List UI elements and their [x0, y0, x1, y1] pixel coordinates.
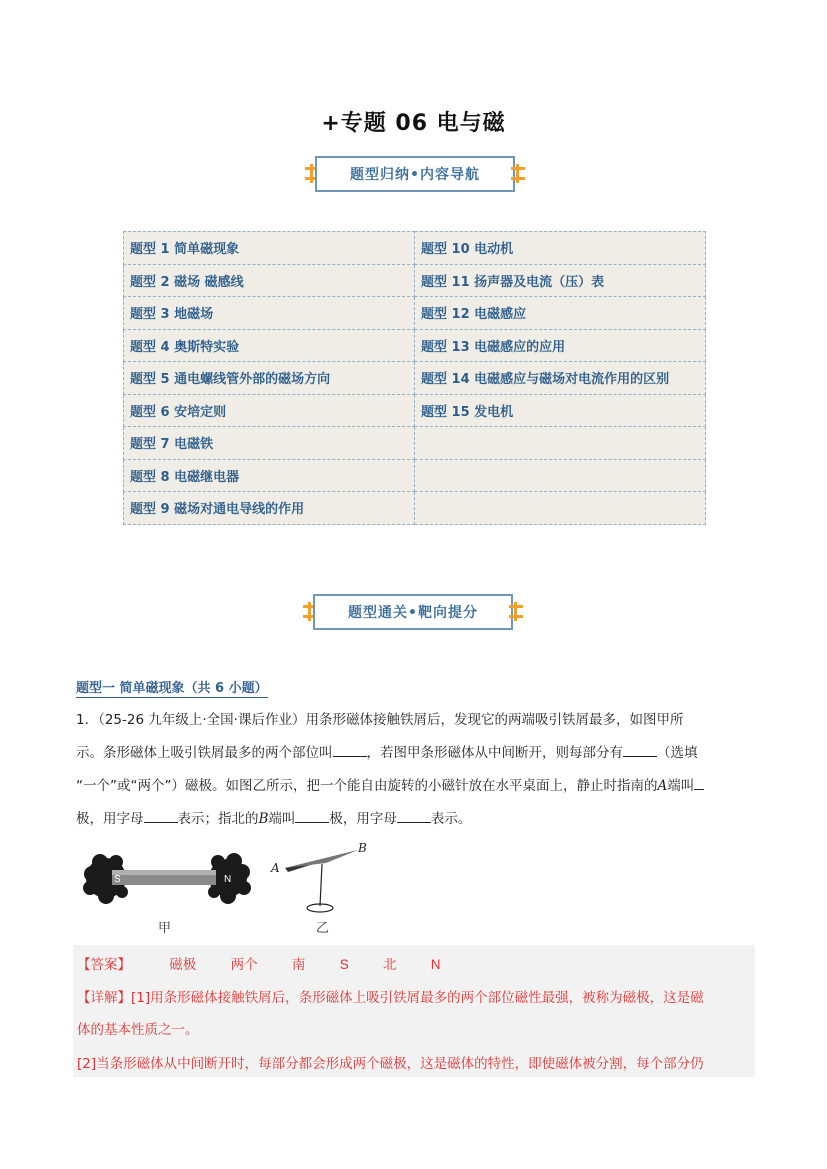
banner-right-ornament [511, 167, 525, 180]
question-line-1: 1．（25-26 九年级上·全国·课后作业）用条形磁体接触铁屑后，发现它的两端吸引铁屑最多，如图甲所 [76, 712, 684, 728]
toc-item[interactable] [415, 427, 706, 460]
toc-row [124, 329, 706, 362]
nav-banner [305, 156, 525, 192]
toc-row [124, 362, 706, 395]
practice-banner [303, 594, 523, 630]
toc-item[interactable]: 题型 11 扬声器及电流（压）表 [415, 264, 706, 297]
toc-item[interactable]: 题型 6 安培定则 [124, 394, 415, 427]
toc-item[interactable]: 题型 4 奥斯特实验 [124, 329, 415, 362]
answer-line [77, 953, 471, 973]
needle-label-a: A [271, 861, 280, 875]
toc-table [123, 231, 706, 525]
question-line-4: 极，用字母 表示；指北的B端叫 极，用字母 表示。 [76, 811, 472, 827]
answer-value: 南 [291, 957, 306, 973]
toc-item[interactable]: 题型 15 发电机 [415, 394, 706, 427]
toc-item[interactable] [415, 459, 706, 492]
magnet-n-label: N [224, 874, 232, 885]
figure-bar-magnet [78, 848, 258, 938]
figure-label-yi: 乙 [316, 921, 330, 936]
nav-banner-label: 题型归纳•内容导航 [315, 156, 515, 192]
toc-row [124, 394, 706, 427]
practice-banner-label: 题型通关•靶向提分 [313, 594, 513, 630]
answer-tag: 【答案】 [77, 957, 131, 973]
toc-row [124, 459, 706, 492]
needle-label-b: B [358, 841, 367, 855]
detail-line-3: [2]当条形磁体从中间断开时，每部分都会形成两个磁极，这是磁体的特性，即使磁体被分割，每个部分仍 [77, 1056, 704, 1072]
toc-row [124, 492, 706, 525]
figure-compass-needle [270, 838, 380, 938]
answer-value: 两个 [230, 957, 258, 973]
banner-right-ornament [509, 605, 523, 618]
detail-line-2: 体的基本性质之一。 [77, 1022, 199, 1038]
toc-item[interactable]: 题型 12 电磁感应 [415, 297, 706, 330]
answer-value: 磁极 [169, 957, 197, 973]
answer-value: N [430, 957, 441, 972]
toc-item[interactable]: 题型 7 电磁铁 [124, 427, 415, 460]
answer-blank [694, 777, 704, 790]
toc-row [124, 232, 706, 265]
toc-row [124, 297, 706, 330]
toc-item[interactable]: 题型 8 电磁继电器 [124, 459, 415, 492]
toc-item[interactable]: 题型 10 电动机 [415, 232, 706, 265]
section-heading: 题型一 简单磁现象（共 6 小题） [76, 677, 268, 698]
answer-blank [623, 744, 657, 757]
toc-item[interactable]: 题型 13 电磁感应的应用 [415, 329, 706, 362]
answer-value: S [339, 957, 349, 972]
question-line-3: “一个”或“两个”）磁极。如图乙所示，把一个能自由旋转的小磁针放在水平桌面上，静止时指南的A端叫 [76, 774, 756, 794]
answer-value: 北 [383, 957, 397, 973]
answer-blank [397, 810, 431, 823]
toc-item[interactable]: 题型 9 磁场对通电导线的作用 [124, 492, 415, 525]
figure-label-jia: 甲 [158, 921, 172, 936]
magnet-s-label: S [114, 874, 121, 885]
answer-blank [295, 810, 329, 823]
answer-blank [333, 744, 367, 757]
page-title: +专题 06 电与磁 [321, 111, 506, 136]
answer-panel [73, 945, 755, 1077]
toc-item[interactable]: 题型 14 电磁感应与磁场对电流作用的区别 [415, 362, 706, 395]
answer-blank [144, 810, 178, 823]
toc-item[interactable]: 题型 1 简单磁现象 [124, 232, 415, 265]
toc-item[interactable]: 题型 2 磁场 磁感线 [124, 264, 415, 297]
toc-item[interactable]: 题型 3 地磁场 [124, 297, 415, 330]
detail-line-1: 【详解】[1]用条形磁体接触铁屑后，条形磁体上吸引铁屑最多的两个部位磁性最强，被称为磁极，这是磁 [77, 990, 704, 1006]
toc-row [124, 264, 706, 297]
needle-stand [320, 864, 322, 906]
question-line-2: 示。条形磁体上吸引铁屑最多的两个部位叫 ，若图甲条形磁体从中间断开，则每部分有 （选填 [76, 745, 698, 761]
toc-item[interactable]: 题型 5 通电螺线管外部的磁场方向 [124, 362, 415, 395]
toc-item[interactable] [415, 492, 706, 525]
toc-row [124, 427, 706, 460]
